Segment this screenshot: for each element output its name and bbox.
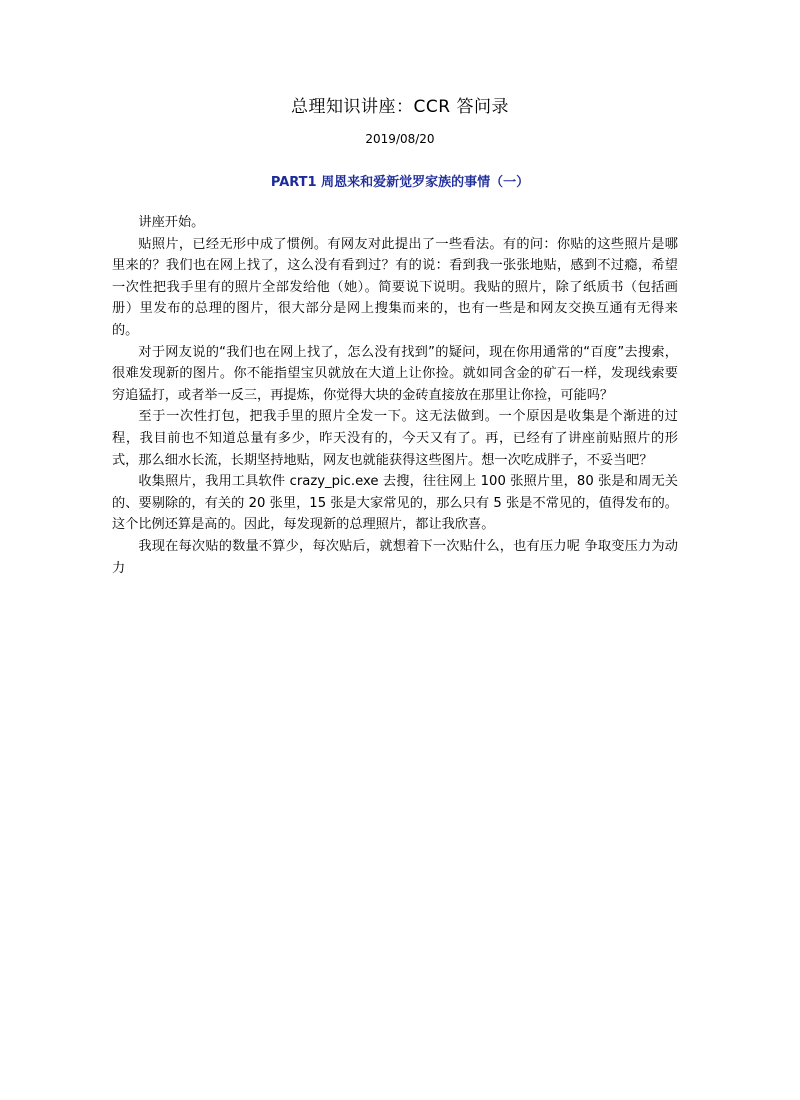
paragraph: 对于网友说的“我们也在网上找了，怎么没有找到”的疑问，现在你用通常的“百度”去搜索，很难发现新的图片。你不能指望宝贝就放在大道上让你捡。就如同含金的矿石一样，发现线索要穷追猛打，或者举一反三，再提炼，你觉得大块的金砖直接放在那里让你捡，可能吗？ bbox=[112, 344, 678, 403]
paragraph: 至于一次性打包，把我手里的照片全发一下。这无法做到。一个原因是收集是个渐进的过程，我目前也不知道总量有多少，昨天没有的，今天又有了。再，已经有了讲座前贴照片的形式，那么细水长流，长期坚持地贴，网友也就能获得这些图片。想一次吃成胖子，不妥当吧？ bbox=[112, 409, 678, 468]
part-heading: PART1 周恩来和爱新觉罗家族的事情（一） bbox=[270, 175, 530, 190]
paragraph: 收集照片，我用工具软件 crazy_pic.exe 去搜，往往网上 100 张照片里，80 张是和周无关的、要剔除的，有关的 20 张里，15 张是大家常见的，那么只有 5 张是不常见的，值得发布的。这个比例还算是高的。因此，每发现新的总理照片，都让我欣喜。 bbox=[112, 474, 678, 533]
document-date: 2019/08/20 bbox=[365, 132, 435, 146]
paragraph: 贴照片，已经无形中成了惯例。有网友对此提出了一些看法。有的问：你贴的这些照片是哪里来的？我们也在网上找了，这么没有看到过？有的说：看到我一张张地贴，感到不过瘾，希望一次性把我手里有的照片全部发给他（她）。简要说下说明。我贴的照片，除了纸质书（包括画册）里发布的总理的图片，很大部分是网上搜集而来的，也有一些是和网友交换互通有无得来的。 bbox=[112, 236, 678, 338]
paragraph: 讲座开始。 bbox=[138, 215, 205, 230]
paragraph: 我现在每次贴的数量不算少，每次贴后，就想着下一次贴什么，也有压力呢 争取变压力为动力 bbox=[112, 538, 678, 576]
document-body bbox=[112, 212, 678, 579]
document-title: 总理知识讲座：CCR 答问录 bbox=[291, 97, 509, 117]
